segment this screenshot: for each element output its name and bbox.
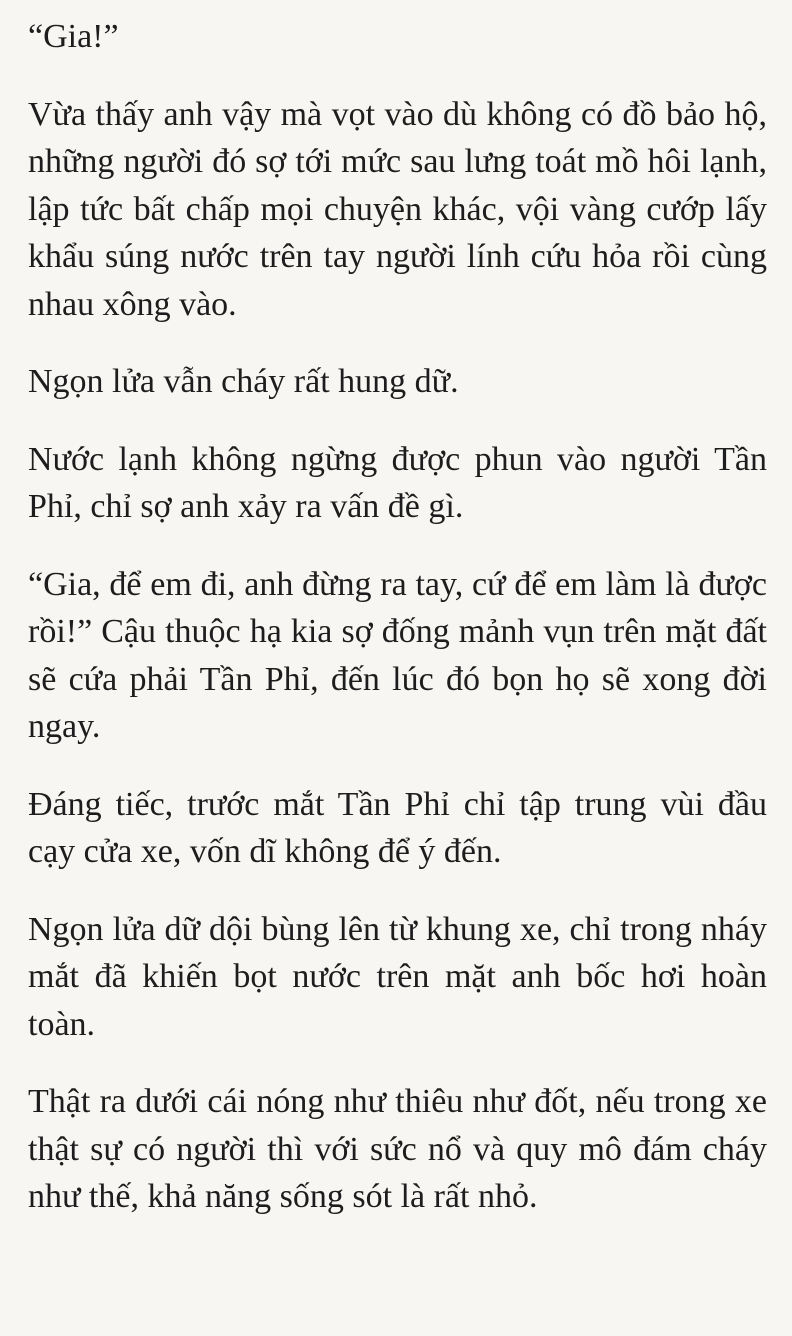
paragraph: Thật ra dưới cái nóng như thiêu như đốt, nếu trong xe thật sự có người thì với sức nổ và quy mô đám cháy như thế, khả năng sống sót là rất nhỏ. xyxy=(28,1083,767,1215)
paragraph: “Gia, để em đi, anh đừng ra tay, cứ để em làm là được rồi!” Cậu thuộc hạ kia sợ đống mảnh vụn trên mặt đất sẽ cứa phải Tần Phỉ, đến lúc đó bọn họ sẽ xong đời ngay. xyxy=(28,565,767,745)
paragraph: Ngọn lửa dữ dội bùng lên từ khung xe, chỉ trong nháy mắt đã khiến bọt nước trên mặt anh bốc hơi hoàn toàn. xyxy=(28,910,767,1043)
paragraph: “Gia!” xyxy=(28,18,119,55)
paragraph: Ngọn lửa vẫn cháy rất hung dữ. xyxy=(28,363,459,400)
paragraph: Đáng tiếc, trước mắt Tần Phỉ chỉ tập trung vùi đầu cạy cửa xe, vốn dĩ không để ý đến. xyxy=(28,785,767,870)
paragraph: Nước lạnh không ngừng được phun vào người Tần Phỉ, chỉ sợ anh xảy ra vấn đề gì. xyxy=(28,440,767,525)
paragraph: Vừa thấy anh vậy mà vọt vào dù không có đồ bảo hộ, những người đó sợ tới mức sau lưng toát mồ hôi lạnh, lập tức bất chấp mọi chuyện khác, vội vàng cướp lấy khẩu súng nước trên tay người lính cứu hỏa rồi cùng nhau xông vào. xyxy=(28,95,767,323)
